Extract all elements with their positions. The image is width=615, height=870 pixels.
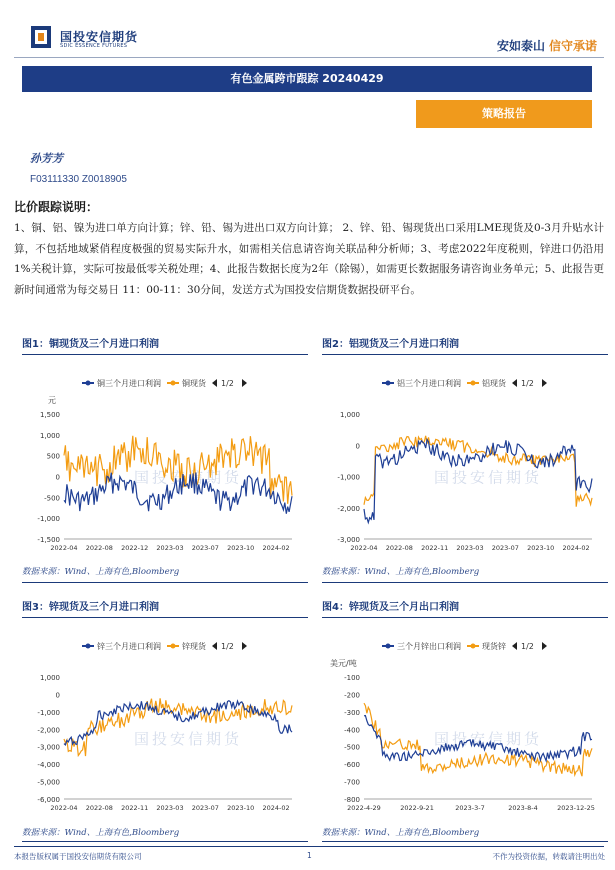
legend-label: 三个月锌出口利润 [397, 642, 461, 651]
legend-marker-orange [171, 381, 176, 386]
figure-bottom-rule [322, 582, 608, 583]
legend-next-icon [242, 379, 247, 387]
chart-svg [22, 620, 308, 825]
figure-title: 图3：锌现货及三个月进口利润 [22, 602, 159, 613]
figure-title: 图2：铝现货及三个月进口利润 [322, 339, 459, 350]
x-tick-label: 2023-03 [156, 544, 184, 552]
x-tick-label: 2022-04 [50, 804, 78, 812]
y-tick-label: -1,000 [37, 515, 60, 524]
y-tick-label: -100 [344, 674, 360, 682]
watermark-text: 国投安信期货 [433, 468, 543, 487]
footer-divider [14, 846, 604, 847]
figure-1 [22, 335, 308, 585]
x-tick-label: 2023-8-4 [508, 804, 538, 812]
chart-svg [322, 357, 608, 562]
legend-marker-orange [471, 644, 476, 649]
x-tick-label: 2024-02 [562, 544, 590, 552]
legend-next-icon [542, 642, 547, 650]
figure-bottom-rule [22, 841, 308, 842]
legend-prev-icon [212, 642, 217, 650]
x-tick-label: 2022-08 [85, 804, 113, 812]
y-tick-label: 0 [55, 473, 60, 482]
legend-prev-icon [212, 379, 217, 387]
chart-svg [322, 620, 608, 825]
y-tick-label: -700 [344, 778, 360, 787]
y-tick-label: -5,000 [37, 778, 60, 787]
watermark-text: 国投安信期货 [133, 730, 243, 748]
legend-label: 铝现货 [482, 379, 506, 388]
legend-pager: 1/2 [521, 379, 534, 388]
footer-disclaimer: 不作为投资依据，转载请注明出处 [492, 852, 605, 861]
legend-label: 锌三个月进口利润 [97, 642, 161, 651]
figure-bottom-rule [22, 582, 308, 583]
y-tick-label: -2,000 [37, 726, 60, 735]
y-tick-label: -200 [344, 691, 360, 700]
y-tick-label: 0 [55, 691, 60, 700]
legend-prev-icon [512, 379, 517, 387]
figure-2 [322, 335, 608, 585]
y-tick-label: -800 [344, 796, 360, 804]
y-tick-label: -2,000 [337, 504, 360, 513]
legend-label: 铜三个月进口利润 [97, 379, 161, 388]
y-tick-label: -500 [44, 494, 60, 503]
legend-marker-orange [471, 381, 476, 386]
slogan-part-2: 信守承诺 [548, 39, 597, 53]
footer-copyright: 本报告版权属于国投安信期货有限公司 [14, 852, 142, 861]
y-tick-label: -1,500 [37, 536, 60, 544]
legend-label: 铜现货 [182, 379, 206, 388]
figure-rule [22, 354, 308, 355]
y-tick-label: -1,000 [37, 708, 60, 717]
y-tick-label: 500 [46, 452, 60, 461]
x-tick-label: 2022-04 [50, 544, 78, 552]
legend-pager: 1/2 [521, 642, 534, 651]
legend-marker-blue [86, 644, 91, 649]
x-tick-label: 2023-12-25 [557, 804, 595, 812]
watermark-text: 国投安信期货 [133, 468, 243, 487]
legend-next-icon [542, 379, 547, 387]
legend-label: 锌现货 [182, 642, 206, 651]
y-tick-label: -6,000 [37, 796, 60, 804]
figure-3 [22, 598, 308, 843]
figure-source: 数据来源：Wind、上海有色,Bloomberg [22, 567, 180, 577]
figure-source: 数据来源：Wind、上海有色,Bloomberg [322, 567, 480, 577]
legend-marker-blue [386, 381, 391, 386]
author-codes: F03111330 Z0018905 [30, 174, 127, 185]
page-number: 1 [307, 851, 312, 860]
y-tick-label: -3,000 [37, 743, 60, 752]
axis-unit: 元 [48, 396, 56, 405]
figure-source: 数据来源：Wind、上海有色,Bloomberg [322, 828, 480, 838]
x-tick-label: 2023-07 [191, 544, 219, 552]
legend-marker-blue [86, 381, 91, 386]
legend-pager: 1/2 [221, 642, 234, 651]
chart-legend [82, 641, 247, 651]
figure-source: 数据来源：Wind、上海有色,Bloomberg [22, 828, 180, 838]
slogan [497, 37, 597, 54]
y-tick-label: -300 [344, 708, 360, 717]
author-name: 孙芳芳 [30, 152, 63, 165]
y-tick-label: -400 [344, 726, 360, 735]
chart-legend [382, 641, 547, 651]
x-tick-label: 2022-11 [421, 544, 449, 552]
x-tick-label: 2023-03 [456, 544, 484, 552]
logo-subtext: SDIC ESSENCE FUTURES [60, 43, 128, 49]
slogan-part-1: 安如泰山 [496, 39, 545, 53]
y-tick-label: 1,000 [339, 411, 360, 419]
legend-label: 现货锌 [482, 642, 506, 651]
x-tick-label: 2023-10 [527, 544, 555, 552]
y-tick-label: 0 [355, 442, 360, 451]
x-tick-label: 2022-04 [350, 544, 378, 552]
figure-title: 图4：锌现货及三个月出口利润 [322, 602, 459, 613]
legend-pager: 1/2 [221, 379, 234, 388]
y-tick-label: -500 [344, 743, 360, 752]
page-header [0, 0, 615, 62]
legend-marker-orange [171, 644, 176, 649]
x-tick-label: 2022-12 [121, 544, 149, 552]
x-tick-label: 2023-07 [191, 804, 219, 812]
x-tick-label: 2022-11 [121, 804, 149, 812]
figure-rule [322, 354, 608, 355]
y-tick-label: -1,000 [337, 473, 360, 482]
chart-legend [382, 378, 547, 388]
logo-icon [31, 26, 51, 48]
report-type-tag: 策略报告 [416, 100, 592, 128]
legend-label: 铝三个月进口利润 [397, 379, 461, 388]
watermark-text: 国投安信期货 [433, 730, 543, 748]
y-tick-label: 1,000 [39, 431, 60, 440]
legend-prev-icon [512, 642, 517, 650]
figure-rule [322, 617, 608, 618]
x-tick-label: 2022-4-29 [347, 804, 381, 812]
figure-title: 图1：铜现货及三个月进口利润 [22, 339, 159, 350]
section-text: 1、铜、铝、镍为进口单方向计算；锌、铅、锡为进出口双方向计算； 2、锌、铅、锡现货出口采用LME现货及0-3月升贴水计算，不包括地域紧俏程度极强的贸易实际升水，如需相关信息请咨询关联品种分析师；3、考虑2022年度税则，锌进口仍沿用1%关税计算，实际可按最低零关税处理；4、此报告数据长度为2年（除锡），如需更长数据服务请咨询业务单元；5、此报告更新时间通常为每交易日 11：00-11：30分间，发送方式为国投安信期货数据投研平台。 [14, 222, 604, 296]
legend-marker-blue [386, 644, 391, 649]
x-tick-label: 2022-9-21 [400, 804, 434, 812]
section-title: 比价跟踪说明： [14, 200, 99, 214]
axis-unit: 美元/吨 [330, 659, 357, 668]
figure-bottom-rule [322, 841, 608, 842]
x-tick-label: 2023-3-7 [455, 804, 485, 812]
legend-next-icon [242, 642, 247, 650]
figure-rule [22, 617, 308, 618]
y-tick-label: -4,000 [37, 761, 60, 770]
x-tick-label: 2023-03 [156, 804, 184, 812]
header-divider [14, 57, 604, 58]
x-tick-label: 2022-08 [85, 544, 113, 552]
y-tick-label: 1,000 [39, 674, 60, 682]
chart-svg [22, 357, 308, 562]
x-tick-label: 2023-07 [491, 544, 519, 552]
x-tick-label: 2024-02 [262, 544, 290, 552]
y-tick-label: 1,500 [39, 411, 60, 419]
y-tick-label: -3,000 [337, 536, 360, 544]
x-tick-label: 2024-02 [262, 804, 290, 812]
logo-text: 国投安信期货 [60, 30, 139, 44]
x-tick-label: 2022-08 [385, 544, 413, 552]
x-tick-label: 2023-10 [227, 544, 255, 552]
chart-legend [82, 378, 247, 388]
x-tick-label: 2023-10 [227, 804, 255, 812]
figure-4 [322, 598, 608, 843]
report-title: 有色金属跨市跟踪 20240429 [22, 66, 592, 92]
y-tick-label: -600 [344, 761, 360, 770]
